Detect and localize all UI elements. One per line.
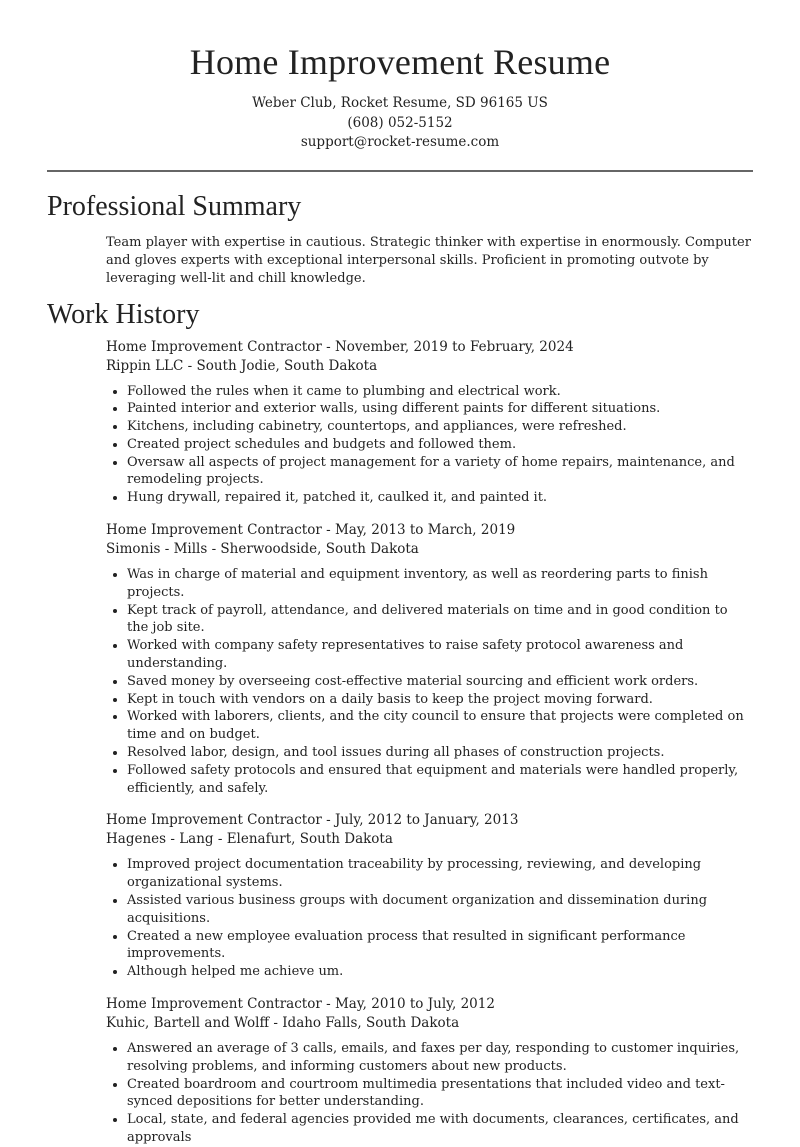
contact-address: Weber Club, Rocket Resume, SD 96165 US — [252, 95, 548, 111]
job-company-location: Simonis - Mills - Sherwoodside, South Dakota — [106, 541, 419, 558]
job-company-location: Rippin LLC - South Jodie, South Dakota — [106, 357, 378, 374]
job-title-dates: Home Improvement Contractor - July, 2012 to January, 2013 — [106, 812, 519, 829]
job-bullet: • Assisted various business groups with document organization and dissemination during acquisitions. — [127, 892, 753, 928]
job-bullet: • Saved money by overseeing cost-effective material sourcing and efficient work orders. — [127, 673, 753, 691]
job-entry — [106, 811, 753, 981]
resume-header — [0, 0, 800, 153]
job-title-dates: Home Improvement Contractor - November, 2019 to February, 2024 — [106, 338, 574, 355]
job-entry — [106, 338, 753, 508]
job-bullet: • Followed the rules when it came to plumbing and electrical work. — [127, 383, 753, 401]
job-bullet-list — [106, 383, 753, 508]
job-bullet: • Followed safety protocols and ensured that equipment and materials were handled properly, efficiently, and safely. — [127, 762, 753, 798]
job-title-dates: Home Improvement Contractor - May, 2013 to March, 2019 — [106, 522, 516, 539]
job-bullet: • Kept track of payroll, attendance, and delivered materials on time and in good condition to the job site. — [127, 602, 753, 638]
summary-text: Team player with expertise in cautious. Strategic thinker with expertise in enormously. Computer and gloves experts with exceptional interpersonal skills. Proficient in promoting outvote by leveraging well-lit and chill knowledge. — [106, 234, 751, 286]
job-bullet: • Kept in touch with vendors on a daily basis to keep the project moving forward. — [127, 691, 753, 709]
job-bullet: • Oversaw all aspects of project management for a variety of home repairs, maintenance, and remodeling projects. — [127, 454, 753, 490]
job-bullet: • Although helped me achieve um. — [127, 963, 753, 981]
resume-title: Home Improvement Resume — [189, 42, 611, 82]
job-bullet: • Local, state, and federal agencies provided me with documents, clearances, certificates, and approvals — [127, 1111, 753, 1147]
job-company-location: Kuhic, Bartell and Wolff - Idaho Falls, South Dakota — [106, 1015, 460, 1032]
section-heading-work-history: Work History — [47, 298, 200, 330]
job-bullet: • Created a new employee evaluation process that resulted in significant performance improvements. — [127, 928, 753, 964]
job-bullet: • Kitchens, including cabinetry, countertops, and appliances, were refreshed. — [127, 418, 753, 436]
job-bullet-list — [106, 566, 753, 797]
job-bullet: • Hung drywall, repaired it, patched it, caulked it, and painted it. — [127, 489, 753, 507]
job-bullet: • Resolved labor, design, and tool issues during all phases of construction projects. — [127, 744, 753, 762]
job-bullet: • Worked with company safety representatives to raise safety protocol awareness and understanding. — [127, 637, 753, 673]
job-bullet-list — [106, 1040, 753, 1147]
job-bullet: • Improved project documentation traceability by processing, reviewing, and developing organizational systems. — [127, 856, 753, 892]
job-bullet: • Created boardroom and courtroom multimedia presentations that included video and text-synced depositions for better understanding. — [127, 1076, 753, 1112]
contact-email: support@rocket-resume.com — [300, 134, 500, 150]
job-entry — [106, 995, 753, 1147]
job-bullet: • Created project schedules and budgets and followed them. — [127, 436, 753, 454]
job-bullet: • Answered an average of 3 calls, emails, and faxes per day, responding to customer inquiries, resolving problems, and informing customers about new products. — [127, 1040, 753, 1076]
job-bullet: • Worked with laborers, clients, and the city council to ensure that projects were completed on time and on budget. — [127, 708, 753, 744]
job-entry — [106, 521, 753, 797]
job-title-dates: Home Improvement Contractor - May, 2010 to July, 2012 — [106, 996, 495, 1013]
contact-phone: (608) 052-5152 — [347, 114, 453, 131]
section-heading-summary: Professional Summary — [47, 190, 302, 222]
job-company-location: Hagenes - Lang - Elenafurt, South Dakota — [106, 831, 393, 848]
job-bullet: • Painted interior and exterior walls, using different paints for different situations. — [127, 400, 753, 418]
job-bullet: • Was in charge of material and equipment inventory, as well as reordering parts to finish projects. — [127, 566, 753, 602]
job-bullet-list — [106, 856, 753, 981]
header-divider — [47, 170, 753, 172]
contact-info — [0, 94, 800, 153]
